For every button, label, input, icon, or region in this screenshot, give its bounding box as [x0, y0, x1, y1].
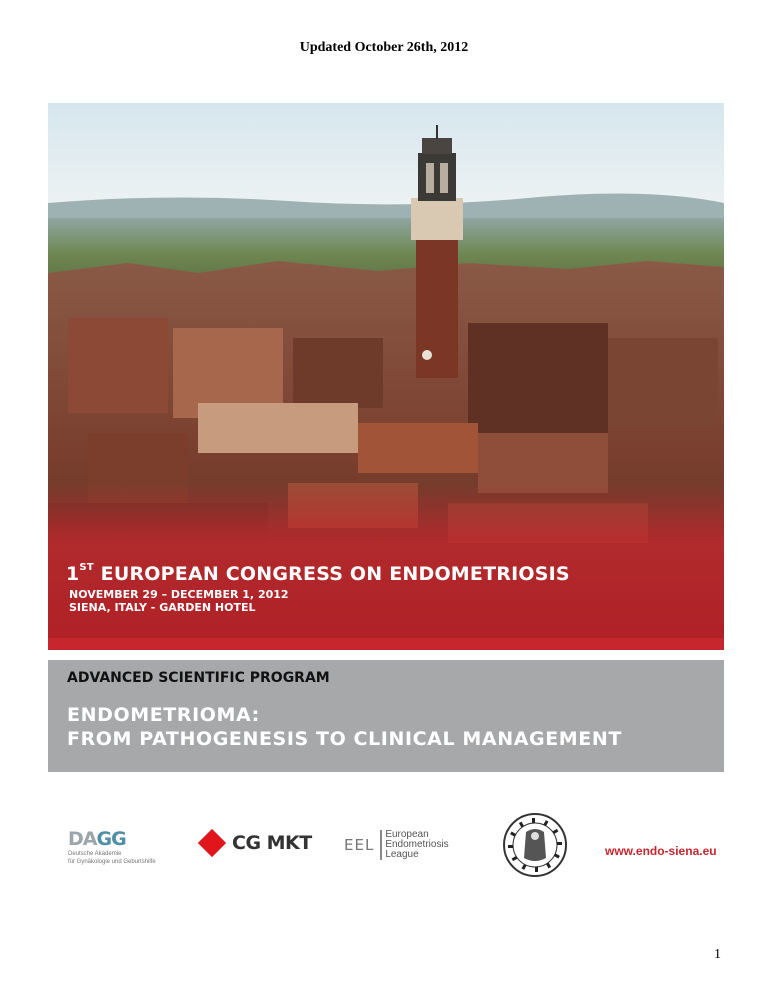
- university-seal-icon: [502, 812, 568, 883]
- cg-mkt-logo: CG MKT: [202, 832, 312, 854]
- program-title: ENDOMETRIOMA: FROM PATHOGENESIS TO CLINICAL MANAGEMENT: [67, 704, 622, 750]
- dagg-logo: DAGG Deutsche Akademie für Gynäkologie und Geburtshilfe: [68, 828, 156, 865]
- eel-logo: EEL European Endometriosis League: [344, 829, 449, 860]
- website-link[interactable]: www.endo-siena.eu: [605, 844, 717, 858]
- updated-date: Updated October 26th, 2012: [299, 40, 469, 55]
- congress-dates: NOVEMBER 29 – DECEMBER 1, 2012: [69, 588, 289, 601]
- congress-venue: SIENA, ITALY - GARDEN HOTEL: [69, 601, 256, 614]
- congress-title-block: [66, 563, 570, 614]
- hero-banner: [48, 103, 724, 650]
- page-number: 1: [714, 947, 721, 962]
- congress-title: 1ST EUROPEAN CONGRESS ON ENDOMETRIOSIS: [66, 562, 570, 585]
- program-label: ADVANCED SCIENTIFIC PROGRAM: [67, 670, 330, 686]
- sponsor-logos: [48, 808, 724, 888]
- program-banner: [48, 660, 724, 772]
- diamond-icon: [198, 829, 226, 857]
